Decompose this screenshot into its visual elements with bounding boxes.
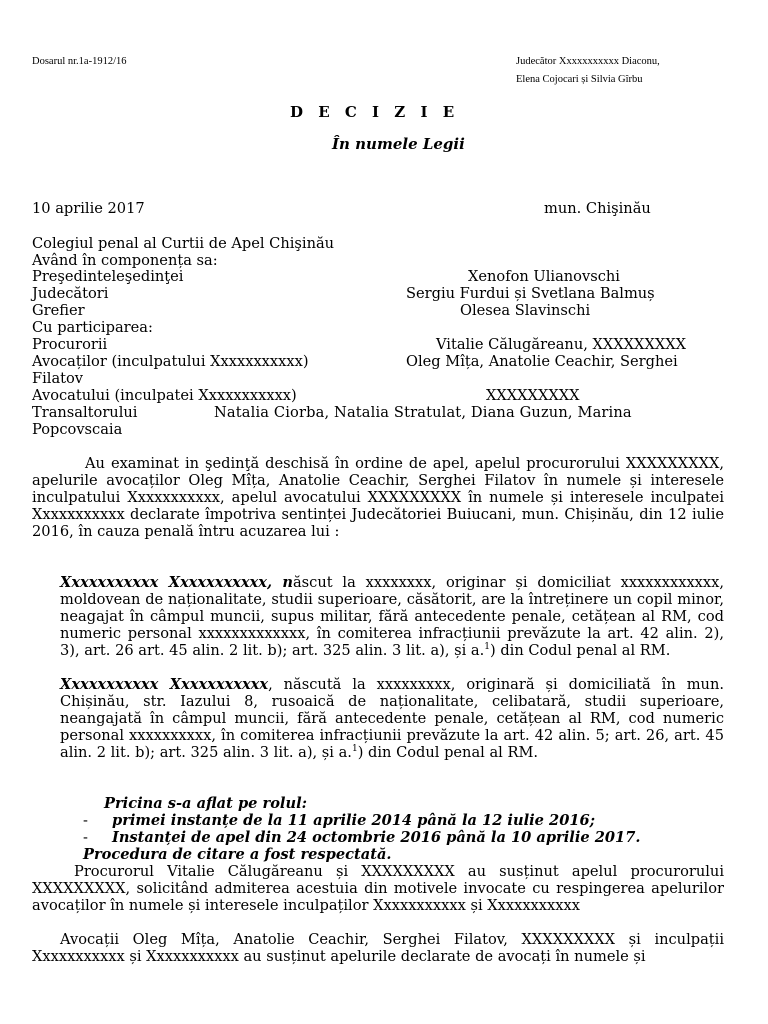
decision-place: mun. Chişinău xyxy=(544,200,651,217)
defendant-1-name: Xxxxxxxxxxx Xxxxxxxxxxx, n xyxy=(60,574,293,591)
translators-label: Transaltorului xyxy=(32,404,138,421)
examined-paragraph: Au examinat in şedinţă deschisă în ordine de apel, apelul procurorului XXXXXXXXX, apelurile avocaților Oleg Mîța, Anatolie Ceachir, Serghei Filatov în numele și interesele inculpatului Xxxxxxxxxxx, apelul avocatului XXXXXXXXX în numele și interesele inculpatei Xxxxxxxxxxx declarate împotriva sentinței Judecătoriei Buiucani, mun. Chișinău, din 12 iulie 2016, în cauza penală întru acuzarea lui : xyxy=(32,455,724,540)
presiding-value: Xenofon Ulianovschi xyxy=(468,268,620,285)
court-name: Colegiul penal al Curtii de Apel Chişinău xyxy=(32,235,335,252)
clerk-value: Olesea Slavinschi xyxy=(460,302,591,319)
lawyers1-value: Oleg Mîța, Anatolie Ceachir, Serghei xyxy=(406,353,678,370)
judges-row xyxy=(32,285,732,302)
summons-statement: Procedura de citare a fost respectată. xyxy=(83,846,392,863)
document-title: D E C I Z I E xyxy=(290,103,460,121)
case-number: Dosarul nr.1a-1912/16 xyxy=(32,56,127,67)
clerk-label: Grefier xyxy=(32,302,85,319)
translators-cont: Popcovscaia xyxy=(32,421,123,438)
bullet-dash-2: - xyxy=(83,829,88,846)
lawyer-defendant2-row xyxy=(32,387,732,404)
presiding-label: Preşedinteleşedinţei xyxy=(32,268,184,285)
judges-value: Sergiu Furdui și Svetlana Balmuș xyxy=(406,285,655,302)
bullet-dash-1: - xyxy=(83,812,88,829)
prosecutor-label: Procurorii xyxy=(32,336,108,353)
document-subtitle: În numele Legii xyxy=(332,135,465,153)
lawyers1-label: Avocaților (inculpatului Xxxxxxxxxxx) xyxy=(32,353,309,370)
judges-label: Judecători xyxy=(32,285,109,302)
lawyers2-value: XXXXXXXXX xyxy=(486,387,580,404)
clerk-row xyxy=(32,302,732,319)
judges-line-2: Elena Cojocari și Silvia Gîrbu xyxy=(516,74,643,85)
defendant-1-paragraph: Xxxxxxxxxxx Xxxxxxxxxxx, născut la xxxxxxxx, originar și domiciliat xxxxxxxxxxxx, moldovean de naționalitate, studii superioare, căsătorit, are la întreținere un copil minor, neagajat în câmpul muncii, supus militar, fără antecedente penale, cetățean al RM, cod numeric personal xxxxxxxxxxxxx, în comiterea infracțiunii prevăzute la art. 42 alin. 2), 3), art. 26 art. 45 alin. 2 lit. b); art. 325 alin. 3 lit. a), și a.$^1$) din Codul penal al RM. xyxy=(60,574,725,659)
case-pending-heading: Pricina s-a aflat pe rolul: xyxy=(104,795,308,812)
composition-intro: Având în componența sa: xyxy=(32,252,218,269)
translators-row xyxy=(32,404,732,421)
appeal-instance-item: Instanței de apel din 24 octombrie 2016 până la 10 aprilie 2017. xyxy=(112,829,641,846)
presiding-judge-row xyxy=(32,268,732,285)
lawyers2-label: Avocatului (inculpatei Xxxxxxxxxxx) xyxy=(32,387,297,404)
participation-intro: Cu participarea: xyxy=(32,319,153,336)
prosecutor-value: Vitalie Călugăreanu, XXXXXXXXX xyxy=(436,336,686,353)
judges-line-1: Judecător Xxxxxxxxxxx Diaconu, xyxy=(516,56,660,67)
lawyers-defendant1-row xyxy=(32,353,732,370)
defendant-2-name: Xxxxxxxxxxx Xxxxxxxxxxx xyxy=(60,676,269,693)
lawyers-defendant1-cont: Filatov xyxy=(32,370,84,387)
prosecutor-row xyxy=(32,336,732,353)
date-place-row xyxy=(32,200,732,217)
translators-value: Natalia Ciorba, Natalia Stratulat, Diana Guzun, Marina xyxy=(214,404,632,421)
defendant-2-paragraph: Xxxxxxxxxxx Xxxxxxxxxxx, născută la xxxxxxxxx, originară și domiciliată în mun. Chișinău, str. Iazului 8, rusoaică de naționalitate, celibatară, studii superioare, neangajată în câmpul muncii, fără antecedente penale, cetățean al RM, cod numeric personal xxxxxxxxxx, în comiterea infracțiunii prevăzute la art. 42 alin. 5; art. 26, art. 45 alin. 2 lit. b); art. 325 alin. 3 lit. a), și a.$^1$) din Codul penal al RM. xyxy=(60,676,724,761)
first-instance-item: primei instanțe de la 11 aprilie 2014 până la 12 iulie 2016; xyxy=(112,812,596,829)
decision-date: 10 aprilie 2017 xyxy=(32,200,145,217)
prosecutor-paragraph: Procurorul Vitalie Călugăreanu și XXXXXXXXX au susținut apelul procurorului XXXXXXXXX, solicitând admiterea acestuia din motivele invocate cu respingerea apelurilor avocaților în numele și interesele inculpaților Xxxxxxxxxxx și Xxxxxxxxxxx xyxy=(32,863,724,914)
lawyers-paragraph: Avocații Oleg Mîța, Anatolie Ceachir, Serghei Filatov, XXXXXXXXX și inculpații Xxxxxxxxxxx și Xxxxxxxxxxx au susținut apelurile declarate de avocați în numele și xyxy=(32,931,724,965)
